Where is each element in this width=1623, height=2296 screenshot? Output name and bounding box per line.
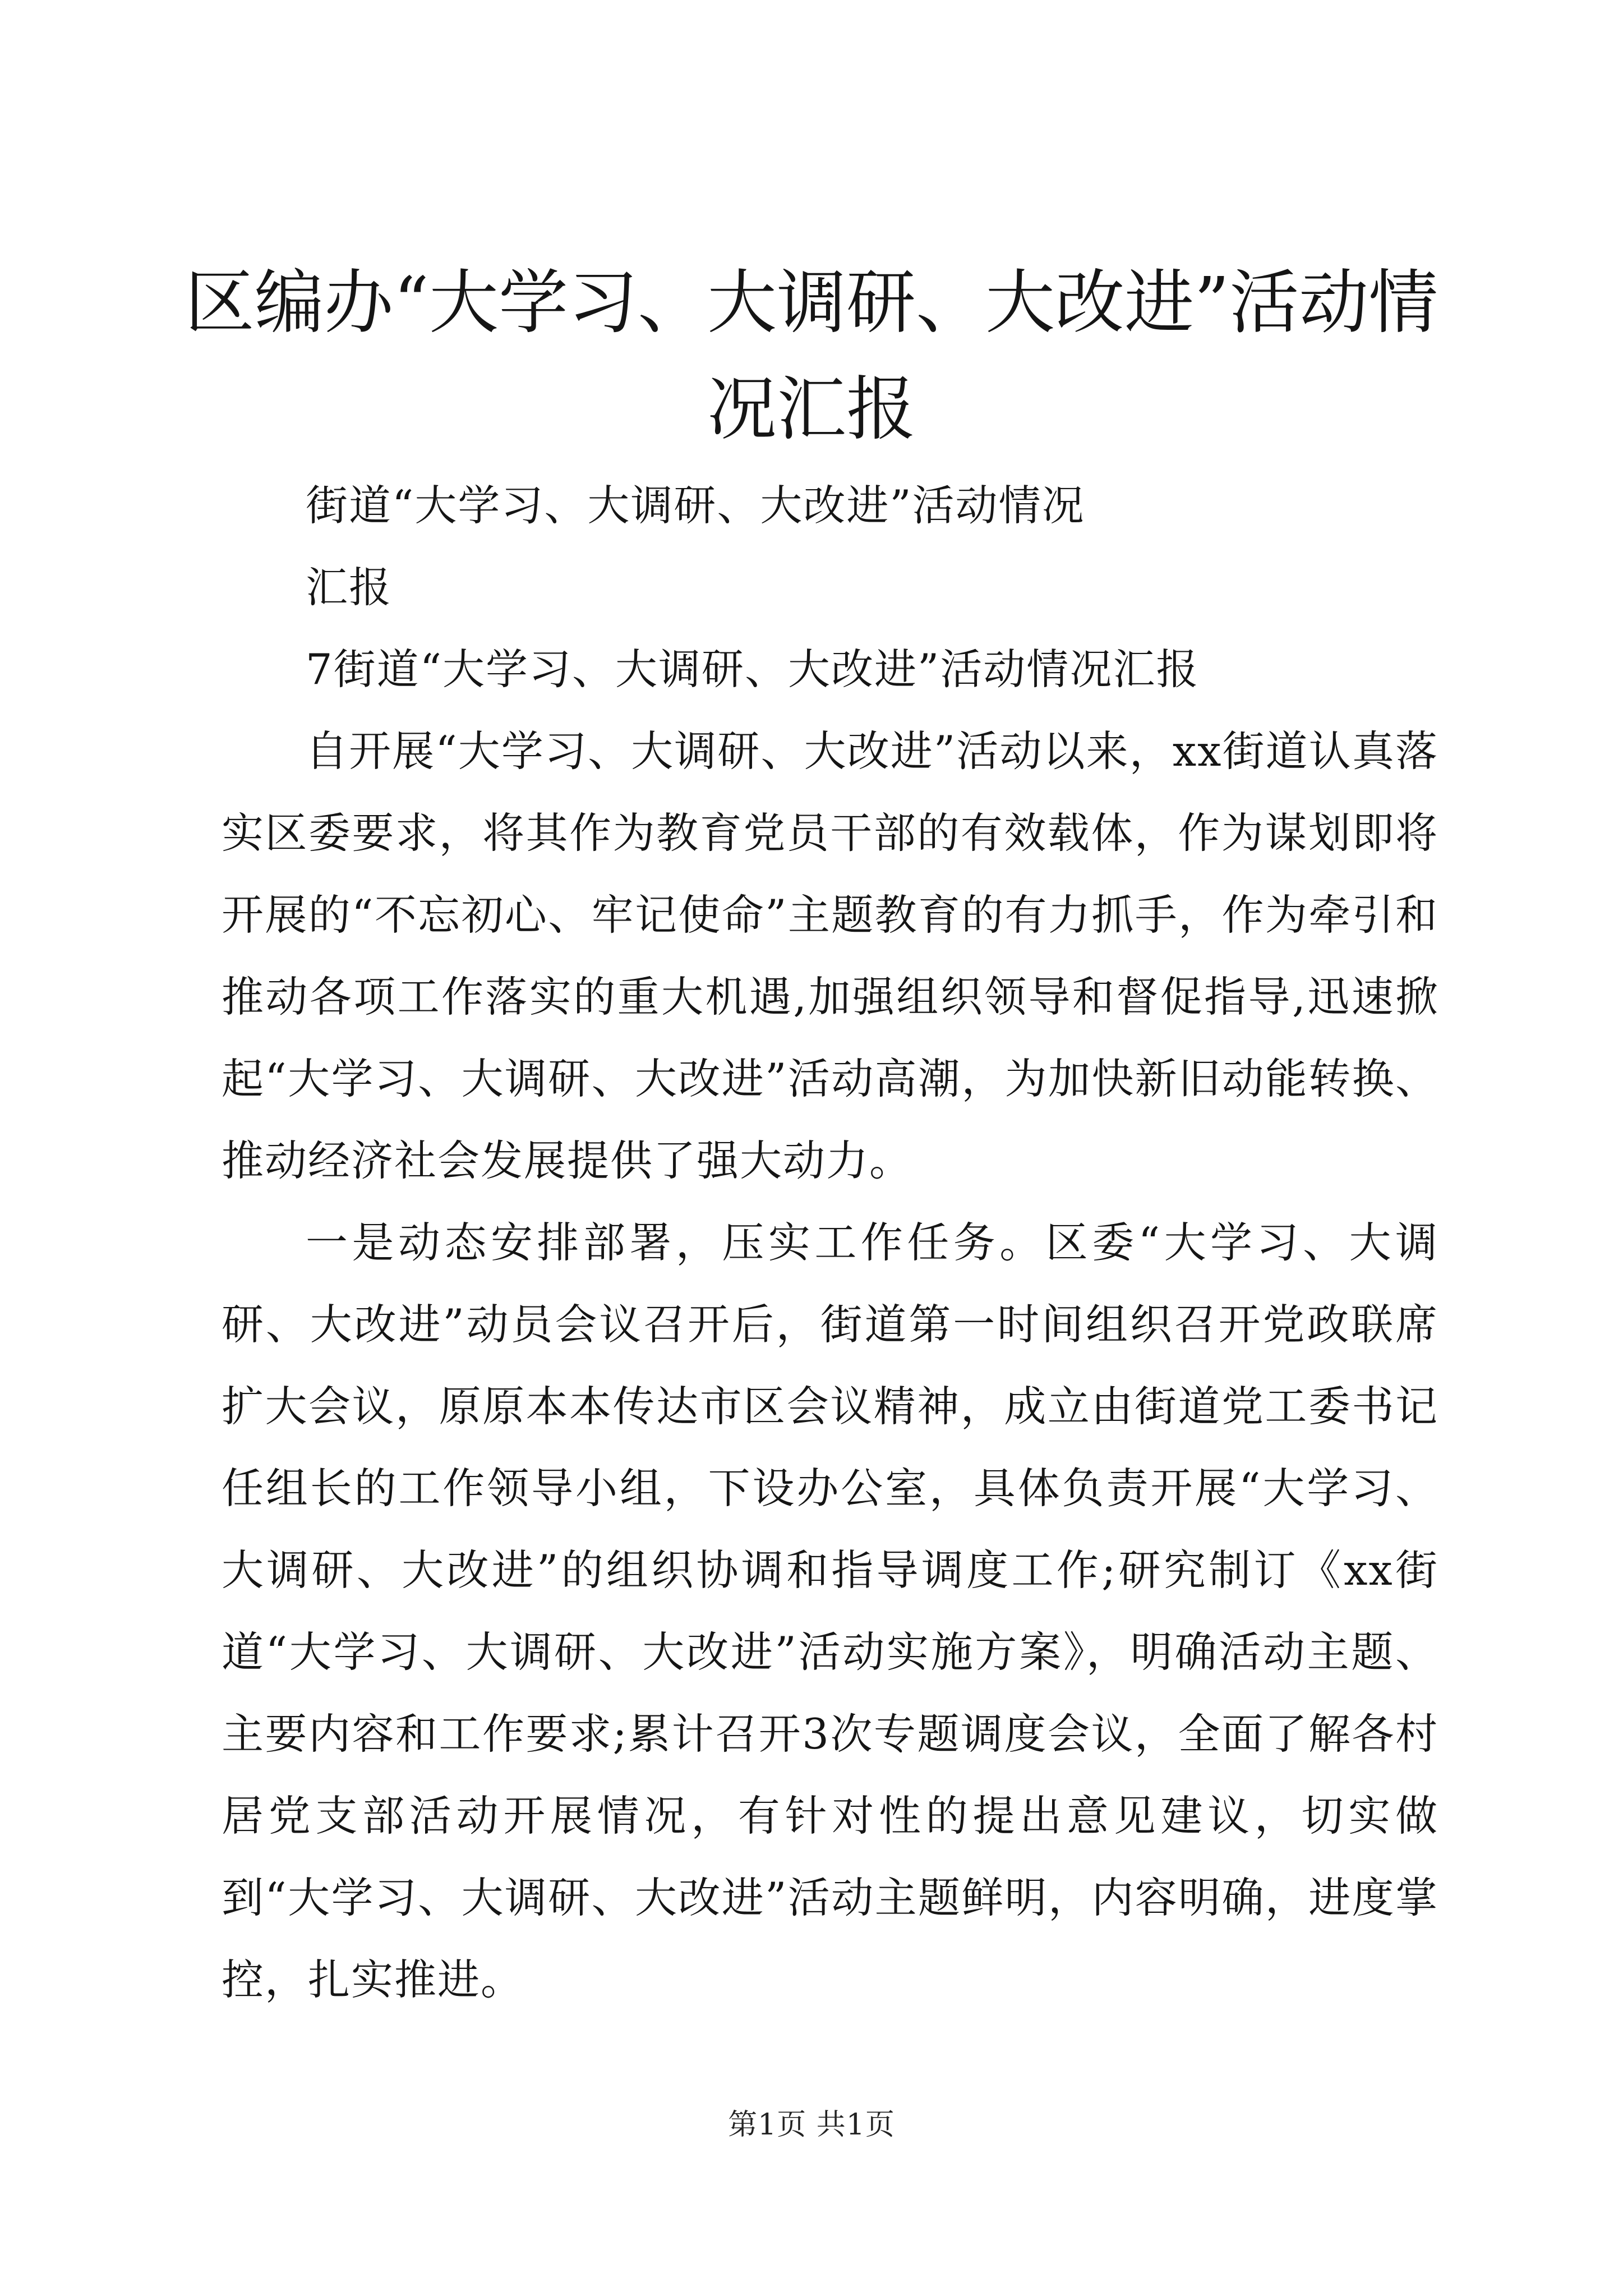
- page-footer: 第1页 共1页: [728, 2108, 895, 2142]
- paragraph-subtitle-line-2: 汇报: [306, 563, 393, 612]
- paragraph-intro: 自开展“大学习、大调研、大改进”活动以来，xx街道认真落实区委要求，将其作为教育党员干部的有效载体，作为谋划即将开展的“不忘初心、牢记使命”主题教育的有力抓手，作为牵引和推动各项工作落实的重大机遇,加强组织领导和督促指导,迅速掀起“大学习、大调研、大改进”活动高潮，为加快新旧动能转换、推动经济社会发展提供了强大动力。: [222, 726, 1438, 1185]
- document-body: [222, 464, 1438, 2021]
- paragraph-subtitle-line-1: 街道“大学习、大调研、大改进”活动情况: [306, 481, 1085, 530]
- paragraph-point-one: 一是动态安排部署，压实工作任务。区委“大学习、大调研、大改进”动员会议召开后，街道第一时间组织召开党政联席扩大会议，原原本本传达市区会议精神，成立由街道党工委书记任组长的工作领导小组，下设办公室，具体负责开展“大学习、大调研、大改进”的组织协调和指导调度工作;研究制订《xx街道“大学习、大调研、大改进”活动实施方案》，明确活动主题、主要内容和工作要求;累计召开3次专题调度会议，全面了解各村居党支部活动开展情况，有针对性的提出意见建议，切实做到“大学习、大调研、大改进”活动主题鲜明，内容明确，进度掌控，扎实推进。: [222, 1218, 1438, 2004]
- paragraph-heading: 7街道“大学习、大调研、大改进”活动情况汇报: [306, 645, 1200, 694]
- document-title: 区编办“大学习、大调研、大改进”活动情况汇报: [185, 263, 1438, 450]
